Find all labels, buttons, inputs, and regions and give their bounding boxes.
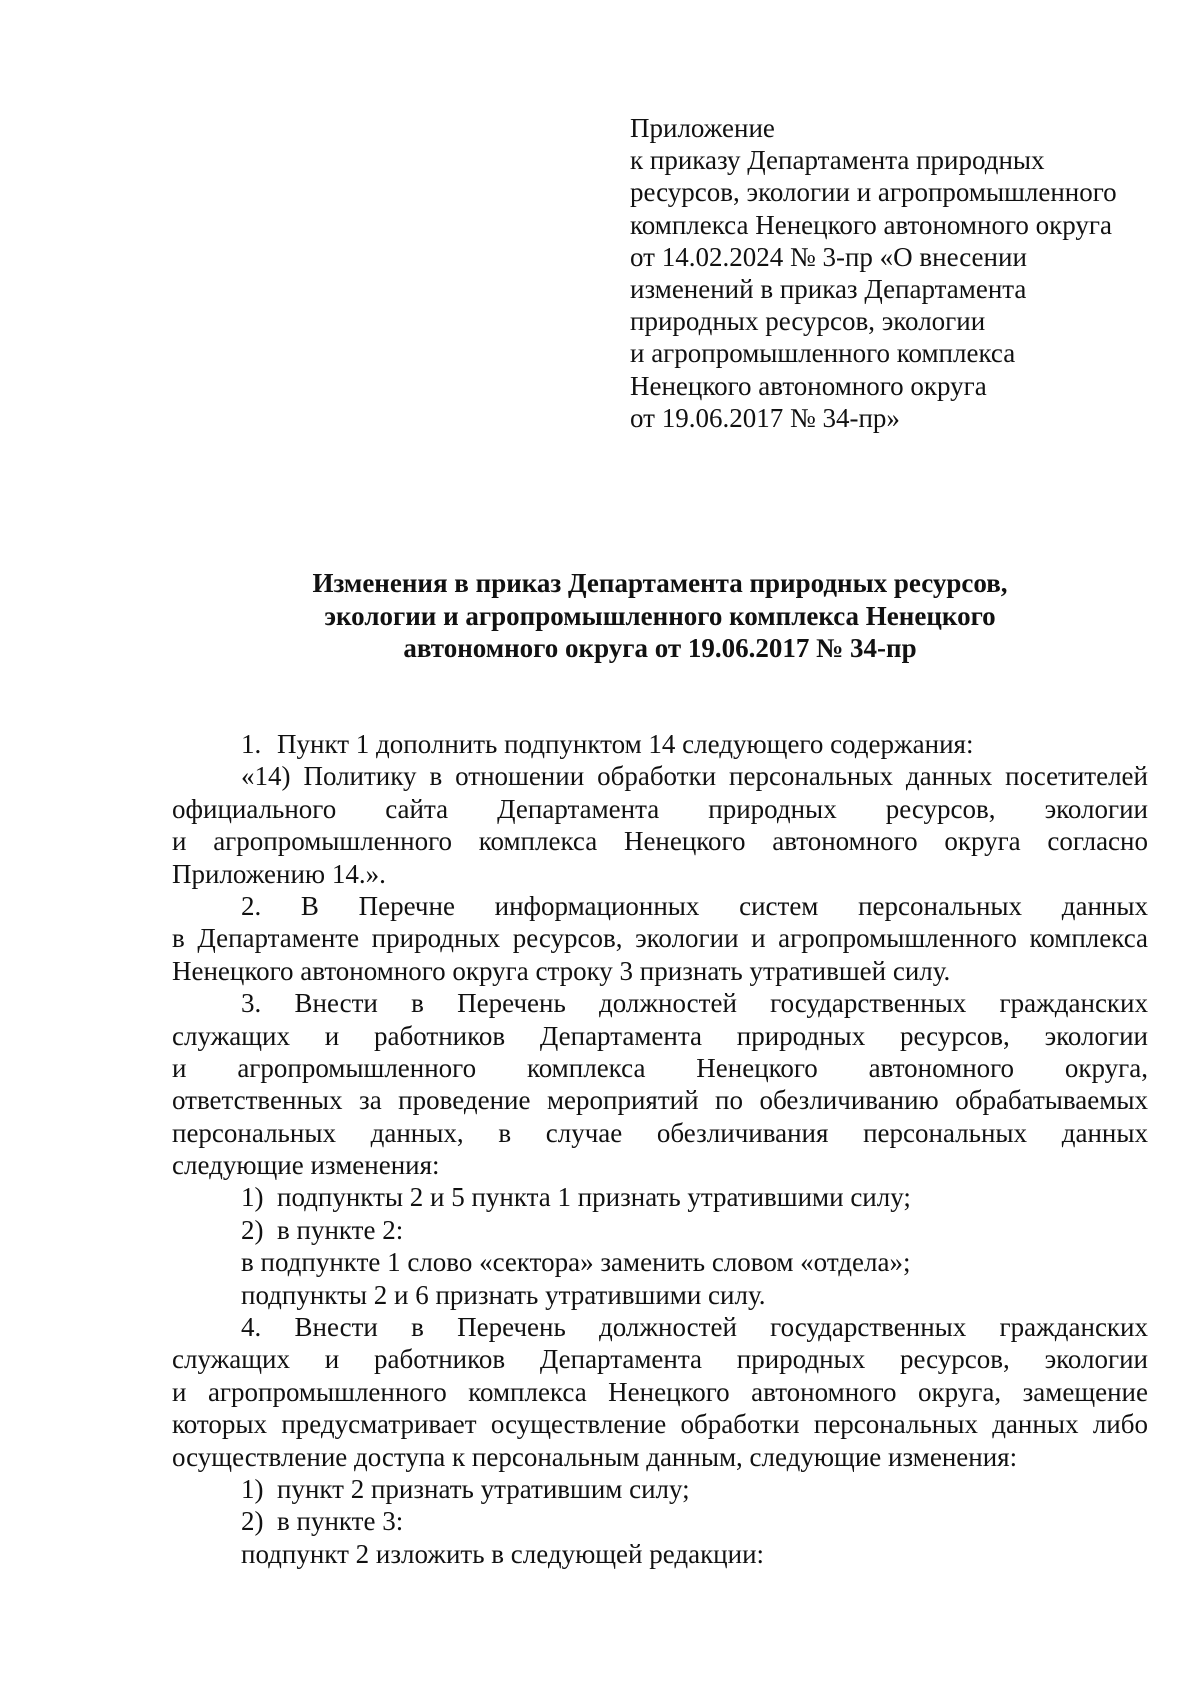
paragraph-3-line: ответственных за проведение мероприятий по обезличиванию обрабатываемых — [172, 1085, 1148, 1116]
paragraph-4-line: служащих и работников Департамента природных ресурсов, экологии — [172, 1344, 1148, 1375]
quote-line: Приложению 14.». — [172, 858, 386, 889]
title-line: экологии и агропромышленного комплекса Ненецкого — [324, 600, 996, 631]
paragraph-2-line: Ненецкого автономного округа строку 3 признать утратившей силу. — [172, 955, 951, 986]
paragraph-4-line: 4. Внести в Перечень должностей государственных гражданских — [241, 1312, 1148, 1343]
paragraph-1 — [172, 728, 1148, 760]
quote-line: и агропромышленного комплекса Ненецкого автономного округа согласно — [172, 826, 1148, 857]
title-line: автономного округа от 19.06.2017 № 34-пр — [403, 633, 917, 663]
quote-line: «14) Политику в отношении обработки персональных данных посетителей — [241, 761, 1148, 792]
item-number: 1) — [241, 1473, 264, 1504]
appendix-header — [630, 112, 1170, 434]
appendix-line: и агропромышленного комплекса — [630, 338, 1016, 369]
list-item — [172, 1214, 1148, 1246]
item-text: подпункты 2 и 5 пункта 1 признать утратившими силу; — [277, 1182, 911, 1213]
list-item — [172, 1505, 1148, 1537]
paragraph-3-line: следующие изменения: — [172, 1150, 440, 1181]
item-number: 2) — [241, 1506, 264, 1537]
document-body — [172, 728, 1148, 1570]
title-line: Изменения в приказ Департамента природных ресурсов, — [312, 568, 1008, 598]
sub-item: подпункт 2 изложить в следующей редакции: — [241, 1538, 765, 1569]
appendix-line: ресурсов, экологии и агропромышленного — [630, 177, 1117, 208]
sub-item: подпункты 2 и 6 признать утратившими силу. — [241, 1279, 766, 1310]
paragraph-3-line: 3. Внести в Перечень должностей государственных гражданских — [241, 988, 1148, 1019]
list-item — [172, 1181, 1148, 1213]
list-item — [172, 1473, 1148, 1505]
paragraph-3-line: служащих и работников Департамента природных ресурсов, экологии — [172, 1020, 1148, 1051]
item-number: 2) — [241, 1214, 264, 1245]
appendix-line: к приказу Департамента природных — [630, 145, 1045, 176]
sub-item: в подпункте 1 слово «сектора» заменить словом «отдела»; — [241, 1247, 911, 1278]
paragraph-4-line: которых предусматривает осуществление обработки персональных данных либо — [172, 1409, 1148, 1440]
appendix-line: от 19.06.2017 № 34-пр» — [630, 402, 900, 433]
paragraph-3-line: и агропромышленного комплекса Ненецкого автономного округа, — [172, 1052, 1148, 1083]
appendix-line: природных ресурсов, экологии — [630, 306, 986, 337]
appendix-line: Ненецкого автономного округа — [630, 370, 987, 401]
document-title — [170, 567, 1150, 665]
appendix-line: комплекса Ненецкого автономного округа — [630, 209, 1112, 240]
appendix-line: от 14.02.2024 № 3-пр «О внесении — [630, 241, 1027, 272]
paragraph-4-line: осуществление доступа к персональным данным, следующие изменения: — [172, 1441, 1018, 1472]
item-text: Пункт 1 дополнить подпунктом 14 следующего содержания: — [277, 729, 974, 759]
paragraph-2-line: 2. В Перечне информационных систем персональных данных — [241, 890, 1148, 921]
paragraph-4-line: и агропромышленного комплекса Ненецкого автономного округа, замещение — [172, 1376, 1148, 1407]
paragraph-2-line: в Департаменте природных ресурсов, экологии и агропромышленного комплекса — [172, 923, 1148, 954]
item-text: в пункте 3: — [277, 1506, 404, 1537]
appendix-line: Приложение — [630, 113, 775, 143]
appendix-line: изменений в приказ Департамента — [630, 274, 1027, 305]
quote-line: официального сайта Департамента природных ресурсов, экологии — [172, 793, 1148, 824]
item-text: пункт 2 признать утратившим силу; — [277, 1473, 690, 1504]
paragraph-3-line: персональных данных, в случае обезличивания персональных данных — [172, 1117, 1148, 1148]
item-number: 1. — [241, 729, 262, 759]
item-text: в пункте 2: — [277, 1214, 404, 1245]
item-number: 1) — [241, 1182, 264, 1213]
